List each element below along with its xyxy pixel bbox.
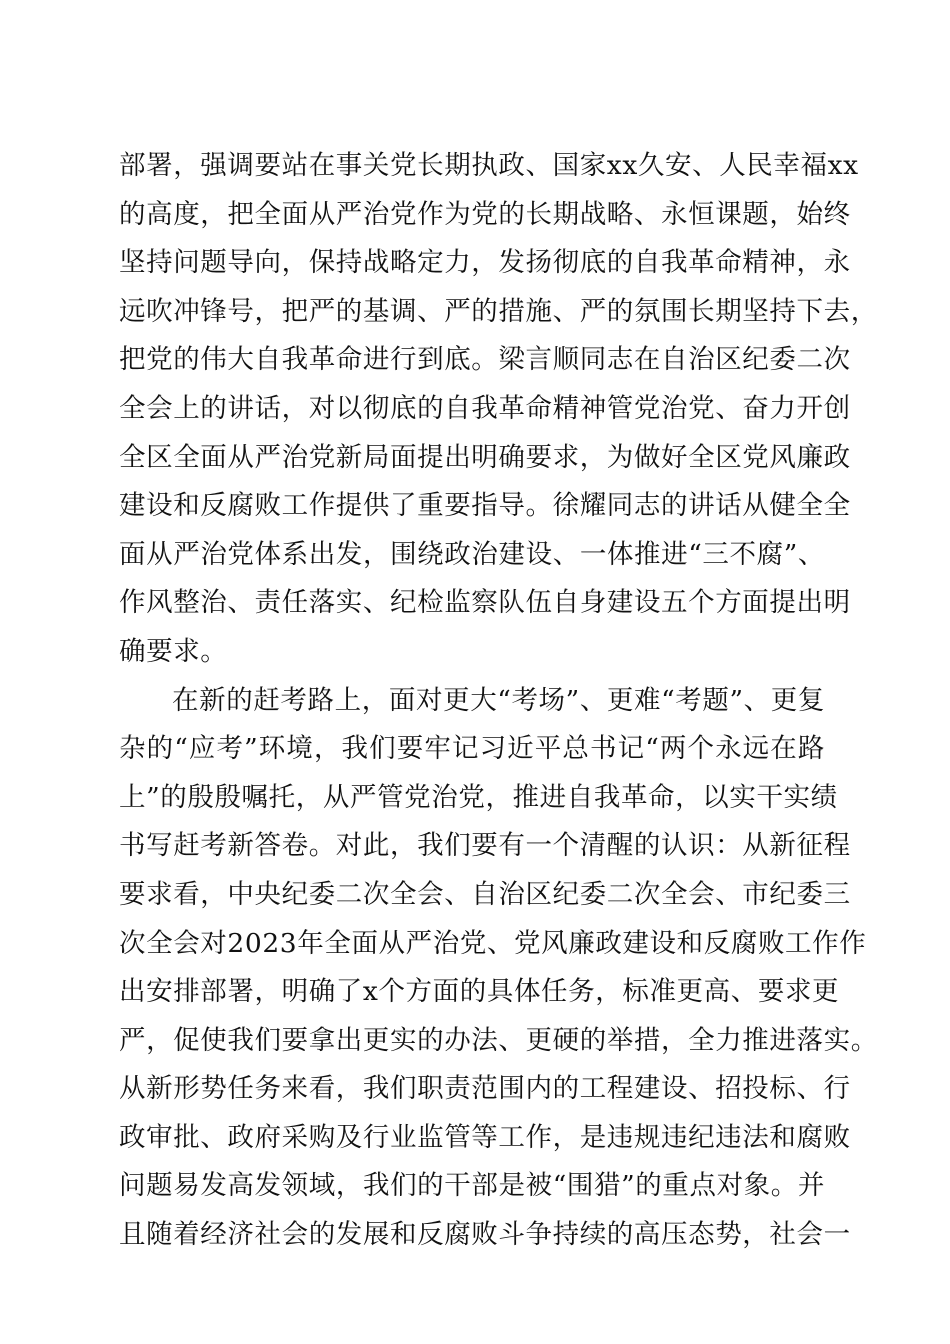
text-line: 的高度，把全面从严治党作为党的长期战略、永恒课题，始终	[119, 198, 851, 230]
text-line: 全会上的讲话，对以彻底的自我革命精神管党治党、奋力开创	[119, 392, 851, 424]
paragraph-first-line: 在新的赶考路上，面对更大“考场”、更难“考题”、更复	[172, 684, 825, 716]
text-line: 确要求。	[119, 635, 228, 667]
text-line: 书写赶考新答卷。对此，我们要有一个清醒的认识：从新征程	[119, 830, 851, 862]
text-line: 严，促使我们要拿出更实的办法、更硬的举措，全力推进落实。	[119, 1024, 878, 1056]
text-line: 建设和反腐败工作提供了重要指导。徐耀同志的讲话从健全全	[119, 490, 851, 522]
text-line: 次全会对2023年全面从严治党、党风廉政建设和反腐败工作作	[119, 927, 867, 959]
text-line: 问题易发高发领域，我们的干部是被“围猎”的重点对象。并	[119, 1170, 825, 1202]
text-line: 全区全面从严治党新局面提出明确要求，为做好全区党风廉政	[119, 441, 851, 473]
text-line: 出安排部署，明确了x个方面的具体任务，标准更高、要求更	[119, 976, 840, 1008]
text-line: 上”的殷殷嘱托，从严管党治党，推进自我革命，以实干实绩	[119, 781, 838, 813]
text-line: 杂的“应考”环境，我们要牢记习近平总书记“两个永远在路	[119, 733, 825, 765]
text-line: 部署，强调要站在事关党长期执政、国家xx久安、人民幸福xx	[119, 150, 859, 181]
body-text	[119, 142, 878, 1260]
text-line: 从新形势任务来看，我们职责范围内的工程建设、招投标、行	[119, 1073, 851, 1105]
text-line: 政审批、政府采购及行业监管等工作，是违规违纪违法和腐败	[119, 1121, 851, 1153]
text-line: 把党的伟大自我革命进行到底。梁言顺同志在自治区纪委二次	[119, 344, 851, 376]
text-line: 远吹冲锋号，把严的基调、严的措施、严的氛围长期坚持下去，	[119, 295, 878, 327]
text-line: 要求看，中央纪委二次全会、自治区纪委二次全会、市纪委三	[119, 878, 851, 910]
text-line: 且随着经济社会的发展和反腐败斗争持续的高压态势，社会一	[119, 1219, 851, 1251]
text-line: 坚持问题导向，保持战略定力，发扬彻底的自我革命精神，永	[119, 247, 851, 279]
text-line: 作风整治、责任落实、纪检监察队伍自身建设五个方面提出明	[119, 587, 851, 619]
text-line: 面从严治党体系出发，围绕政治建设、一体推进“三不腐”、	[119, 538, 825, 570]
